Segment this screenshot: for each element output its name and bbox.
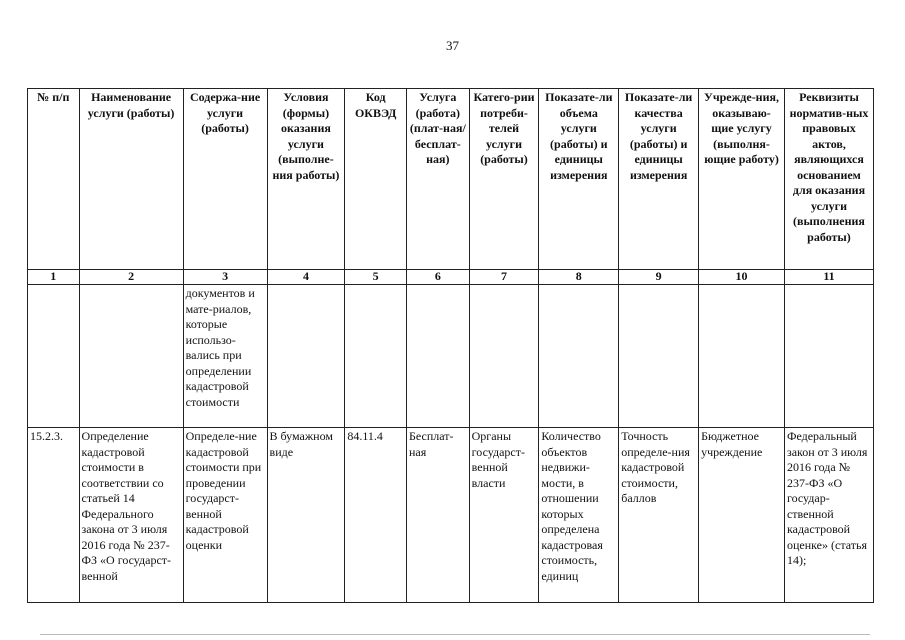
column-number: 7 <box>469 270 539 285</box>
column-number: 10 <box>699 270 785 285</box>
header-cell: Услуга (работа) (плат-ная/ бесплат-ная) <box>406 89 469 270</box>
header-row <box>28 89 874 270</box>
column-number: 5 <box>345 270 407 285</box>
column-number: 4 <box>267 270 345 285</box>
column-number: 9 <box>619 270 699 285</box>
header-cell: Катего-рии потреби-телей услуги (работы) <box>469 89 539 270</box>
table-row <box>28 428 874 603</box>
header-cell: № п/п <box>28 89 80 270</box>
table-cell <box>28 285 80 428</box>
table-row <box>28 285 874 428</box>
table-cell <box>406 285 469 428</box>
table-cell: Точность определе-ния кадастровой стоимости, баллов <box>619 428 699 603</box>
table-cell <box>79 285 183 428</box>
table-cell: Определе-ние кадастровой стоимости при проведении государст-венной кадастровой оценки <box>183 428 267 603</box>
header-cell: Код ОКВЭД <box>345 89 407 270</box>
table-cell: Определение кадастровой стоимости в соответствии со статьей 14 Федерального закона от 3 июля 2016 года № 237-ФЗ «О государст-венной <box>79 428 183 603</box>
header-cell: Показате-ли качества услуги (работы) и единицы измерения <box>619 89 699 270</box>
header-cell: Условия (формы) оказания услуги (выполне-ния работы) <box>267 89 345 270</box>
table-cell: Федеральный закон от 3 июля 2016 года № 237-ФЗ «О государ-ственной кадастровой оценке» (статья 14); <box>784 428 873 603</box>
table-cell: Бесплат-ная <box>406 428 469 603</box>
header-cell: Содержа-ние услуги (работы) <box>183 89 267 270</box>
column-number: 11 <box>784 270 873 285</box>
column-number-row <box>28 270 874 285</box>
header-cell: Наименование услуги (работы) <box>79 89 183 270</box>
column-number: 1 <box>28 270 80 285</box>
table-cell: документов и мате-риалов, которые использо-вались при определении кадастровой стоимости <box>183 285 267 428</box>
column-number: 3 <box>183 270 267 285</box>
table-cell <box>619 285 699 428</box>
table-cell <box>699 285 785 428</box>
column-number: 8 <box>539 270 619 285</box>
table-cell <box>539 285 619 428</box>
page-number: 37 <box>446 38 459 53</box>
table-cell <box>469 285 539 428</box>
bottom-divider <box>40 634 870 635</box>
column-number: 2 <box>79 270 183 285</box>
services-table <box>27 88 874 603</box>
table-cell: Количество объектов недвижи-мости, в отношении которых определена кадастровая стоимость, единиц <box>539 428 619 603</box>
table-cell <box>784 285 873 428</box>
header-cell: Показате-ли объема услуги (работы) и единицы измерения <box>539 89 619 270</box>
table-cell <box>267 285 345 428</box>
header-cell: Реквизиты норматив-ных правовых актов, являющихся основанием для оказания услуги (выполнения работы) <box>784 89 873 270</box>
column-number: 6 <box>406 270 469 285</box>
table-cell: Бюджетное учреждение <box>699 428 785 603</box>
table-cell <box>345 285 407 428</box>
table-cell: Органы государст-венной власти <box>469 428 539 603</box>
table-cell: 15.2.3. <box>28 428 80 603</box>
table-cell: В бумажном виде <box>267 428 345 603</box>
table-cell: 84.11.4 <box>345 428 407 603</box>
header-cell: Учрежде-ния, оказываю-щие услугу (выполня-ющие работу) <box>699 89 785 270</box>
